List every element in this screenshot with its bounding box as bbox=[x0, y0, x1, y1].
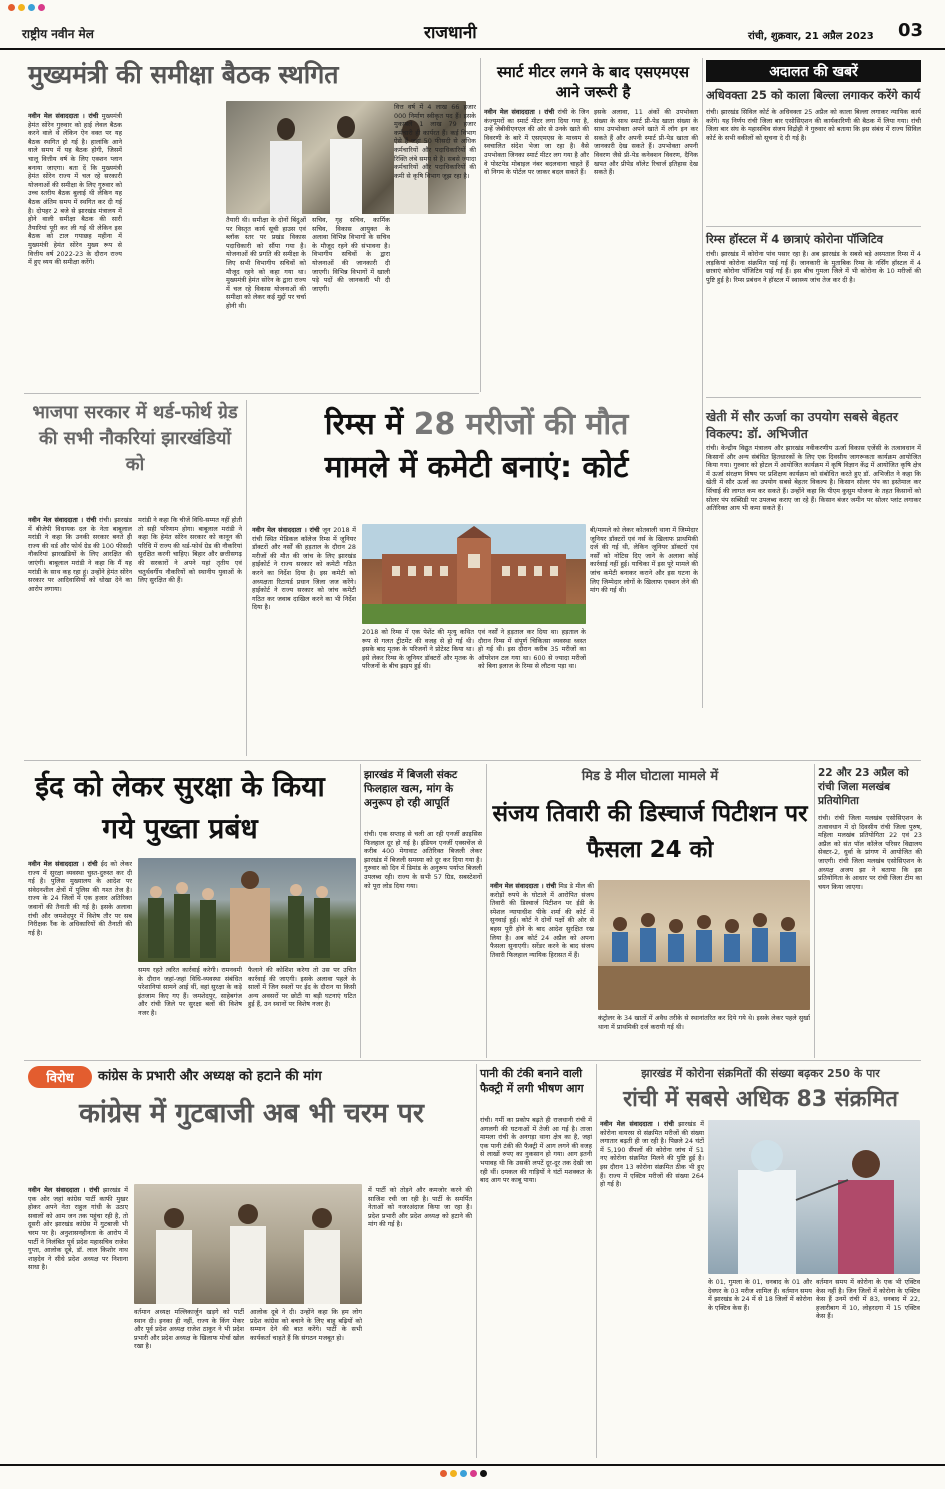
story2-headline: स्मार्ट मीटर लगने के बाद एसएमएस आने जरूरी है bbox=[497, 63, 689, 101]
court-news-box-title: अदालत की खबरें bbox=[706, 60, 921, 82]
power-headline: झारखंड में बिजली संकट फिलहाल खत्म, मांग के अनुरूप हो रही आपूर्ति bbox=[364, 769, 458, 809]
covid-kicker: झारखंड में कोरोना संक्रमितों की संख्या बढ़कर 250 के पार bbox=[641, 1067, 880, 1080]
rims-col3: एवं नर्सों ने हड़ताल कर दिया था। हड़ताल के दौरान रिम्स में संपूर्ण चिकित्सा व्यवस्था ध्वस्त हो गई थी। इस दौरान करीब 35 मरीजों का ऑपरेशन टल गया था। 600 से ज्यादा मरीजों को बिना इलाज के रिम्स से लौटना पड़ा था। bbox=[478, 628, 586, 671]
bjp-col2: मरांडी ने कहा कि चीजें विधि-सम्मत नहीं होती तो सही परिणाम होगा। बाबूलाल मरांडी ने कहा कि हेमंत सोरेन सरकार को कानून की परिधि में राज्य की थर्ड-फोर्थ ग्रेड की नौकरियां सुरक्षित करनी चाहिए। बिहार और छत्तीसगढ़ की सरकारों ने अपने यहां तृतीय एवं चतुर्थवर्गीय नौकरियों को स्थानीय युवाओं के लिए सुरक्षित की हैं। bbox=[138, 516, 242, 585]
eid-col1: नवीन मेल संवाददाता । रांची ईद को लेकर राज्य में सुरक्षा व्यवस्था चुस्त-दुरुस्त कर दी गई है। पुलिस मुख्यालय के आदेश पर संवेदनशील क्षेत्रों में पुलिस की गश्त तेज है। राज्य के 24 जिलों में एक हजार अतिरिक्त जवानों की तैनाती की गई है। इसके अलावा रांची और जमशेदपुर में विशेष तौर पर सब निरीक्षक रैंक के अधिकारियों की तैनाती की गई है। bbox=[28, 860, 132, 937]
dateline: रांची, शुक्रवार, 21 अप्रैल 2023 bbox=[748, 31, 874, 42]
rims-building-photo bbox=[362, 524, 586, 624]
story1-col3: सचिव, गृह सचिव, कार्मिक सचिव, विकास आयुक्त के अलावा विभिन्न विभागों के सचिव के मौजूद रहने की संभावना है। विभागीय सचिवों के द्वारा योजनाओं की जानकारी दी जाएगी। विभिन्न विभागों में खाली पड़े पदों की जानकारी भी दी जाएगी। bbox=[312, 216, 390, 293]
midday-text: नवीन मेल संवाददाता । रांची मिड डे मील की करोड़ों रुपये के घोटाले में आरोपित संजय तिवारी की डिस्चार्ज पिटीशन पर ईडी के स्पेशल न्यायाधीश पीके शर्मा की कोर्ट में सुनवाई हुई। कोर्ट ने दोनों पक्षों की ओर से बहस पूरी होने के बाद आदेश सुरक्षित रख लिया है। अब कोर्ट 24 अप्रैल को अपना फैसला सुनाएगी। सरेंडर करने के बाद संजय तिवारी फिलहाल न्यायिक हिरासत में हैं। bbox=[490, 882, 594, 959]
court-h3: खेती में सौर ऊर्जा का उपयोग सबसे बेहतर विकल्प: डॉ. अभिजीत bbox=[706, 409, 899, 441]
exam-headline: 22 और 23 अप्रैल को रांची जिला मलखंब प्रतियोगिता bbox=[818, 767, 909, 807]
rims-col1: नवीन मेल संवाददाता । रांची जून 2018 में रांची स्थित मेडिकल कॉलेज रिम्स में जूनियर डॉक्टरों और नर्सों की हड़ताल के दौरान 28 मरीजों की मौत की जांच के लिए झारखंड हाईकोर्ट ने राज्य सरकार को कमेटी गठित करने का निर्देश दिया है। इस कमेटी को अध्यक्षता रिटायर्ड प्रधान जिला जज करेंगे। हाईकोर्ट ने राज्य सरकार को जांच कमेटी गठित कर जवाब दाखिल करने का भी निर्देश दिया है। bbox=[252, 526, 356, 612]
covid-col3: वर्तमान समय में कोरोना के एक भी एक्टिव केस नहीं है। जिन जिलों में कोरोना के एक्टिव केस हैं उनमें रांची में 83, धनबाद में 22, हजारीबाग में 10, लोहरदगा में 15 एक्टिव केस हैं। bbox=[816, 1278, 920, 1321]
court-h1: अधिवक्ता 25 को काला बिल्ला लगाकर करेंगे कार्य bbox=[706, 88, 921, 102]
rims-headline: रिम्स में 28 मरीजों की मौत मामले में कमेटी बनाएं: कोर्ट bbox=[324, 407, 629, 485]
paper-name: राष्ट्रीय नवीन मेल bbox=[22, 27, 94, 41]
eid-col2: समय रहते त्वरित कार्रवाई करेगी। रामनवमी के दौरान जहां-जहां विधि-व्यवस्था संबंधित परेशानियां सामने आई थीं, वहां सुरक्षा के कड़े इंतजाम किए गए हैं। जमशेदपुर, साहेबगंज और रांची जिले पर सुरक्षा बलों की विशेष नजर है। bbox=[138, 966, 242, 1017]
exam-text: रांची। रांची जिला मलखंब एसोसिएशन के तत्वावधान में दो दिवसीय रांची जिला पुरुष, महिला मलखंब प्रतियोगिता 22 एवं 23 अप्रैल को संत पॉल कॉलेज परिसर विद्यालय सेक्टर-2, धुर्वा के प्रांगण में आयोजित की जाएगी। रांची जिला मलखंब एसोसिएशन के अध्यक्ष अजय झा ने बताया कि इस प्रतियोगिता के आधार पर रांची जिला टीम का चयन किया जाएगा। bbox=[818, 814, 922, 891]
covid-col1: नवीन मेल संवाददाता । रांची झारखंड में कोरोना वायरस से संक्रमित मरीजों की संख्या लगातार बढ़ती ही जा रही है। पिछले 24 घंटों में 5,190 सैंपलों की कोरोना जांच में 51 नए कोरोना संक्रमित मिलने की पुष्टि हुई है। इस दौरान 13 कोरोना संक्रमित ठीक भी हुए हैं। राज्य में एक्टिव मरीजों की संख्या 264 हो गई है। bbox=[600, 1120, 704, 1189]
footer-rule bbox=[0, 1464, 945, 1466]
covid-col2: के 01, गुमला के 01, धनबाद के 01 और देवघर के 03 मरीज शामिल हैं। वर्तमान समय में झारखंड के 24 में से 18 जिलों में कोरोना के एक्टिव केस हैं। bbox=[708, 1278, 812, 1312]
court-h2: रिम्स हॉस्टल में 4 छात्राएं कोरोना पॉजिटिव bbox=[706, 232, 884, 246]
midday-children-photo bbox=[598, 880, 810, 1010]
story1-headline: मुख्यमंत्री की समीक्षा बैठक स्थगित bbox=[28, 60, 339, 89]
page-number: 03 bbox=[898, 20, 924, 41]
congress-col2: वर्तमान अध्यक्ष मल्लिकार्जुन खड़गे को पार्टी स्थान दी। इनका ही नहीं, राज्य के किंग मेकर और पूर्व प्रदेश अध्यक्ष राजेश ठाकुर ने भी प्रदेश प्रभारी और प्रदेश अध्यक्ष के खिलाफ मोर्चा खोल रखा है। bbox=[134, 1308, 244, 1351]
congress-leaders-photo bbox=[134, 1184, 362, 1304]
congress-headline: कांग्रेस में गुटबाजी अब भी चरम पर bbox=[79, 1098, 424, 1129]
story2-col1: नवीन मेल संवाददाता । रांची रांची के जिन कंज्यूमरों का स्मार्ट मीटर लगा दिया गया है, उन्हें जेबीवीएनएल की ओर से उनके खाते की विवरणी के बारे में एसएमएस के माध्यम से स्वचालित संदेश भेजा जा रहा है। वैसे उपभोक्ता जिनका स्मार्ट मीटर लग गया है और वे पोस्टपेड मोबाइल नंबर बदलवाना चाहते हैं वो निगम के पोर्टल पर जाकर बदल सकते हैं। bbox=[484, 108, 589, 177]
water-headline: पानी की टंकी बनाने वाली फैक्ट्री में लगी भीषण आग bbox=[480, 1067, 584, 1095]
covid-test-photo bbox=[708, 1120, 920, 1274]
color-dots-left bbox=[8, 4, 45, 11]
covid-headline: रांची में सबसे अधिक 83 संक्रमित bbox=[623, 1087, 898, 1112]
congress-col3: आलोक दूबे ने दी। उन्होंने कहा कि हम लोग प्रदेश कांग्रेस को बचाने के लिए बाहु बढ़ियों को सम्मान देने की बात करेंगे। पार्टी के सभी कार्यकर्ता चाहते हैं कि संगठन मजबूत हो। bbox=[250, 1308, 362, 1342]
story1-col1: नवीन मेल संवाददाता । रांची मुख्यमंत्री हेमंत सोरेन गुरुवार को हाई लेवल बैठक करने वाले थे लेकिन ऐन वक्त पर यह बैठक स्थगित हो गई है। हालांकि आने वाले समय में यह बैठक होगी, जिसमें चालू वित्तीय वर्ष के लिए एक्शन प्लान बनाया जाएगा। बता दें कि मुख्यमंत्री हेमंत सोरेन राज्य में चल रहे सरकारी योजनाओं की समीक्षा के लिए गुरुवार को उच्च स्तरीय बैठक बुलाई थी लेकिन यह बैठक अंतिम समय में स्थगित कर दी गई है। दोपहर 2 बजे से झारखंड मंत्रालय में होने वाली समीक्षा बैठक की सारी तैयारियां पूरी कर ली गई थी लेकिन इस बैठक को टाल गयाछह महीना में मुख्यमंत्री हेमंत सोरेन मुख्य रूप से वित्तीय वर्ष 2022-23 के दौरान राज्य में हुए व्यय की समीक्षा करेंगे। bbox=[28, 112, 122, 267]
story2-col2: इसके अलावा, 11 अंकों की उपभोक्ता संख्या के साथ स्मार्ट प्री-पेड खाता संख्या के साथ उपभोक्ता अपने खाते में लॉग इन कर सकते हैं और अपनी स्मार्ट प्री-पेड खाता की जानकारी देख सकते हैं। उपभोक्ता अपनी विवरण जैसे प्री-पेड कनेक्शन विवरण, दैनिक खपत और प्रीपेड वॉलेट रिचार्ज इतिहास देख सकते हैं। bbox=[594, 108, 698, 177]
eid-col3: फैलाने की कोशिश करेगा तो उस पर उचित कार्रवाई की जाएगी। इसके अलावा पहले के सालों में जिन स्थलों पर ईद के दौरान या किसी अन्य अवसरों पर छोटी या बड़ी घटनाएं घटित हुई हैं, उन स्थानों पर विशेष नजर है। bbox=[248, 966, 356, 1009]
congress-kicker: कांग्रेस के प्रभारी और अध्यक्ष को हटाने की मांग bbox=[98, 1069, 322, 1084]
court-t1: रांची। झारखंड सिविल कोर्ट के अधिवक्ता 25 अप्रैल को काला बिल्ला लगाकर न्यायिक कार्य करेंगे। यह निर्णय रांची जिला बार एसोसिएशन की कार्यकारिणी की बैठक में लिया गया। रांची जिला बार संघ के महासचिव संजय विद्रोही ने गुरुवार को बताया कि इस संबंध में राज्य सिविल कोर्ट के सभी वकीलों को सूचना दे दी गई है। bbox=[706, 108, 921, 142]
congress-col4: में पार्टी को तोड़ने और कमजोर करने की साजिश रची जा रही है। पार्टी के समर्पित नेताओं को नजरअंदाज किया जा रहा है। प्रदेश प्रभारी और प्रदेश अध्यक्ष को हटाने की मांग की गई है। bbox=[368, 1186, 472, 1229]
power-text: रांची। एक सप्ताह से चली आ रही एनर्जी क्राइसिस फिलहाल दूर हो गई है। इंडियन एनर्जी एक्सचेंज से करीब 400 मेगावाट अतिरिक्त बिजली लेकर झारखंड में बिजली समस्या को दूर कर दिया गया है। गुरुवार को दिन में डिमांड के अनुरूप पर्याप्त बिजली उपलब्ध रही। राज्य के सभी 57 ग्रिड, सबस्टेशनों को पूरा लोड दिया गया। bbox=[364, 830, 482, 890]
eid-headline: ईद को लेकर सुरक्षा के किया गये पुख्ता प्रबंध bbox=[35, 770, 325, 845]
rims-col2: बी/मामले को लेकर कोतवाली थाना में जिम्मेदार जूनियर डॉक्टरों एवं नर्स के खिलाफ प्राथमिकी दर्ज की गई थी, लेकिन जूनियर डॉक्टरों एवं नर्सों को नोटिस दिए जाने के अलावा कोई कार्रवाई नहीं हुई। याचिका में इस पूरे मामले की जांच कमेटी बनाकर कराने और इस घटना के लिए जिम्मेदार लोगों के खिलाफ एक्शन लेने की मांग की गई थी। bbox=[590, 526, 698, 595]
midday-headline: संजय तिवारी की डिस्चार्ज पिटीशन पर फैसला 24 को bbox=[492, 801, 808, 863]
bjp-col1: नवीन मेल संवाददाता । रांची रांची। झारखंड में बीजेपी विधायक दल के नेता बाबूलाल मरांडी ने कहा कि उनकी सरकार बनते ही राज्य की थर्ड और फोर्थ ग्रेड की 100 फीसदी नौकरियां झारखंडियों के लिए आरक्षित की जाएंगी। बाबूलाल मरांडी ने कहा कि मैं यह मरांडी के साथ कह रहा हूं। उन्होंने हेमंत सोरेन सरकार पर आदिवासियों को धोखा देने का आरोप लगाया। bbox=[28, 516, 132, 593]
masthead bbox=[0, 0, 945, 52]
rims-caption: 2018 को रिम्स में एक पेशेंट की मृत्यु कथित रूप से गलत ट्रीटमेंट की वजह से हो गई थी। इसके बाद मृतक के परिजनों ने प्रोटेस्ट किया था। इसे लेकर रिम्स के जूनियर डॉक्टरों और मृतक के परिजनों के बीच झड़प हुई थी। bbox=[362, 628, 474, 671]
eid-police-photo bbox=[138, 858, 356, 962]
court-t2: रांची। झारखंड में कोरोना पांव पसार रहा है। अब झारखंड के सबसे बड़े अस्पताल रिम्स में 4 लड़कियां कोरोना संक्रमित पाई गई हैं। जानकारी के मुताबिक रिम्स के नर्सिंग हॉस्टल में 4 छात्राएं कोरोना पॉजिटिव पाई गई हैं। इस बीच गुमला जिले में भी कोरोना के 10 मरीजों की पुष्टि हुई है। रिम्स प्रबंधन ने हॉस्टल में स्वास्थ्य जांच तेज कर दी है। bbox=[706, 250, 921, 284]
midday-caption: कंट्रोलर के 34 खातों में अवैध तरीके से स्थानांतरित कर दिये गये थे। इसके लेकर पहले सुर्खा थाना में प्राथमिकी दर्ज करायी गई थी। bbox=[598, 1014, 810, 1031]
story1-col4: वित्त वर्ष में 4 लाख 66 हजार 000 निर्माण स्वीकृत पद हैं। इसके मुकाबले 1 लाख 79 हजार कर्मचारी ही कार्यरत हैं। कई विभाग ऐसे हैं जहां 50 फीसदी से अधिक कर्मचारियों और पदाधिकारियों की रिक्ति लंबे समय से है। सबसे ज्यादा कर्मचारियों और पदाधिकारियों की कमी से कृषि विभाग जूझ रहा है। bbox=[394, 103, 476, 180]
court-t3: रांची। केन्द्रीय विद्युत मंत्रालय और झारखंड नवीकरणीय ऊर्जा विकास एजेंसी के तत्वावधान में किसानों और अन्य संबंधित हितधारकों के लिए एक दिवसीय जागरूकता कार्यक्रम आयोजित किया गया। गुरुवार को होटल में आयोजित कार्यक्रम में कृषि विज्ञान केंद्र में आयोजित कृषि क्षेत्र में ऊर्जा संरक्षण विषय पर प्रशिक्षण कार्यक्रम को संबोधित करते हुए डॉ. अभिजीत ने कहा कि खेती में सौर ऊर्जा का उपयोग सबसे बेहतर विकल्प है। किसान सोलर पंप का इस्तेमाल कर सिंचाई की लागत कम कर सकते हैं। उन्होंने कहा कि पीएम कुसुम योजना के तहत किसानों को सोलर पंप सब्सिडी पर उपलब्ध कराए जा रहे हैं। किसान बंजर जमीन पर सोलर प्लांट लगाकर अतिरिक्त आय भी कमा सकते हैं। bbox=[706, 444, 921, 513]
midday-kicker: मिड डे मील घोटाला मामले में bbox=[581, 769, 719, 784]
bjp-headline: भाजपा सरकार में थर्ड-फोर्थ ग्रेड की सभी नौकरियां झारखंडियों को bbox=[32, 402, 238, 475]
story1-col2: तैयारी थी। समीक्षा के दोनों बिंदुओं पर विस्तृत कार्य सूची हाउस एवं ब्लॉक स्तर पर प्रखंड विकास पदाधिकारी को सौंपा गया है। योजनाओं की प्रगति की समीक्षा के लिए सभी विभागीय सचिवों को मौजूद रहने को कहा गया था। मुख्यमंत्री हेमंत सोरेन के द्वारा राज्य में चल रहे विकास योजनाओं की समीक्षा को लेकर कई मुद्दों पर चर्चा होनी थी। bbox=[226, 216, 306, 310]
section-name: राजधानी bbox=[424, 23, 477, 43]
water-text: रांची। गर्मी का प्रकोप बढ़ते ही राजधानी रांची में अगलगी की घटनाओं में तेजी आ गई है। ताजा मामला रांची के अनगड़ा थाना क्षेत्र का है, जहां एक पानी टंकी की फैक्ट्री में आग लगने की वजह से लाखों रुपए का नुकसान हो गया। आग इतनी भयावह थी कि उसकी लपटें दूर-दूर तक देखी जा रही थीं। दमकल की गाड़ियों ने घंटों मशक्कत के बाद आग पर काबू पाया। bbox=[480, 1116, 592, 1185]
color-dots-footer bbox=[440, 1470, 487, 1477]
congress-tag: विरोध bbox=[28, 1066, 92, 1088]
congress-col1: नवीन मेल संवाददाता । रांची झारखंड में एक ओर जहां कांग्रेस पार्टी काफी मुखर होकर अपने नेता राहुल गांधी के उठाए सवालों को आम जन तक पहुंचा रही है, तो दूसरी ओर झारखंड कांग्रेस में गुटबाजी भी चरम पर है। अनुशासनहीनता के आरोप में पार्टी ने निलंबित पूर्व प्रदेश महासचिव राजेश गुप्ता, आलोक दूबे, डॉ. लाल किशोर नाथ शाहदेव ने सीधे प्रदेश अध्यक्ष पर निशाना साधा है। bbox=[28, 1186, 128, 1272]
